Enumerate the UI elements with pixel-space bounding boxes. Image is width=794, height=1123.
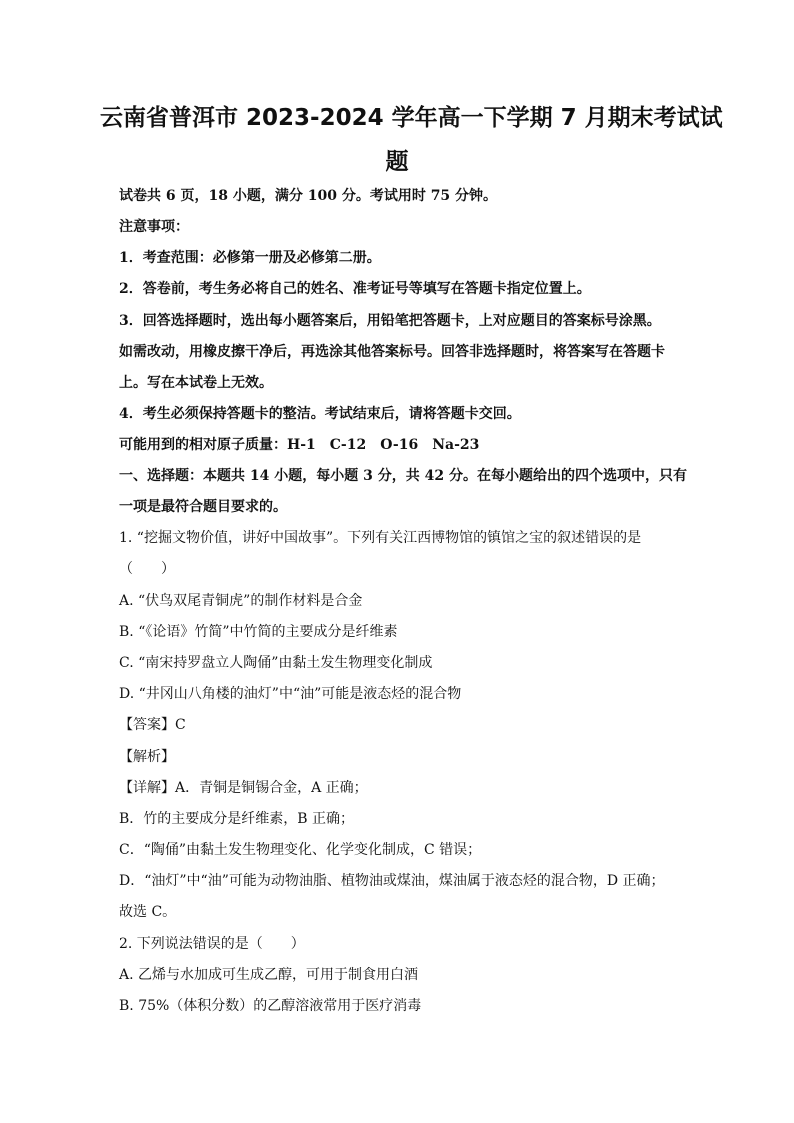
question-1-detail-c: C．“陶俑”由黏土发生物理变化、化学变化制成，C 错误； (119, 842, 482, 858)
detail-a-text: A．青铜是铜锡合金，A 正确； (175, 780, 368, 796)
question-2-option-b: B. 75%（体积分数）的乙醇溶液常用于医疗消毒 (119, 998, 422, 1014)
atomic-masses: 可能用到的相对原子质量：H-1 C-12 O-16 Na-23 (119, 437, 480, 453)
exam-title-line2: 题 (385, 149, 409, 175)
exam-intro: 试卷共 6 页，18 小题，满分 100 分。考试用时 75 分钟。 (119, 188, 498, 204)
question-1-detail-b: B．竹的主要成分是纤维素，B 正确； (119, 811, 355, 827)
exam-title-line1: 云南省普洱市 2023-2024 学年高一下学期 7 月期末考试试 (100, 105, 723, 131)
question-1-stem-line2: （ ） (119, 561, 175, 577)
question-1-option-a: A. “伏鸟双尾青铜虎”的制作材料是合金 (119, 593, 363, 609)
detail-label: 【详解】 (119, 780, 175, 796)
note-item-3-line1: 3．回答选择题时，选出每小题答案后，用铅笔把答题卡，上对应题目的答案标号涂黑。 (119, 313, 661, 329)
section-heading-line2: 一项是最符合题目要求的。 (119, 499, 287, 515)
question-1-option-d: D. “井冈山八角楼的油灯”中“油”可能是液态烃的混合物 (119, 686, 462, 702)
note-item-3-line3: 上。写在本试卷上无效。 (119, 375, 273, 391)
question-2-stem: 2. 下列说法错误的是（ ） (119, 936, 305, 952)
question-1-analysis-heading: 【解析】 (119, 749, 175, 765)
note-item-4: 4．考生必须保持答题卡的整洁。考试结束后，请将答题卡交回。 (119, 406, 521, 422)
note-item-2: 2．答卷前，考生务必将自己的姓名、准考证号等填写在答题卡指定位置上。 (119, 281, 591, 297)
note-item-3-line2: 如需改动，用橡皮擦干净后，再选涂其他答案标号。回答非选择题时，将答案写在答题卡 (119, 344, 665, 360)
question-2-option-a: A. 乙烯与水加成可生成乙醇，可用于制食用白酒 (119, 967, 419, 983)
notes-heading: 注意事项： (119, 219, 189, 235)
question-1-option-c: C. “南宋持罗盘立人陶俑”由黏土发生物理变化制成 (119, 655, 433, 671)
question-1-answer: 【答案】C (119, 717, 186, 733)
question-1-conclusion: 故选 C。 (119, 904, 177, 920)
question-1-stem-line1: 1. “挖掘文物价值，讲好中国故事”。下列有关江西博物馆的镇馆之宝的叙述错误的是 (119, 530, 642, 546)
question-1-detail-d: D．“油灯”中“油”可能为动物油脂、植物油或煤油，煤油属于液态烃的混合物，D 正确； (119, 873, 665, 889)
question-1-detail-a (119, 778, 368, 798)
note-item-1: 1．考查范围：必修第一册及必修第二册。 (119, 250, 381, 266)
section-heading-line1: 一、选择题：本题共 14 小题，每小题 3 分，共 42 分。在每小题给出的四个选项中，只有 (119, 468, 687, 484)
question-1-option-b: B. “《论语》竹简”中竹简的主要成分是纤维素 (119, 624, 398, 640)
